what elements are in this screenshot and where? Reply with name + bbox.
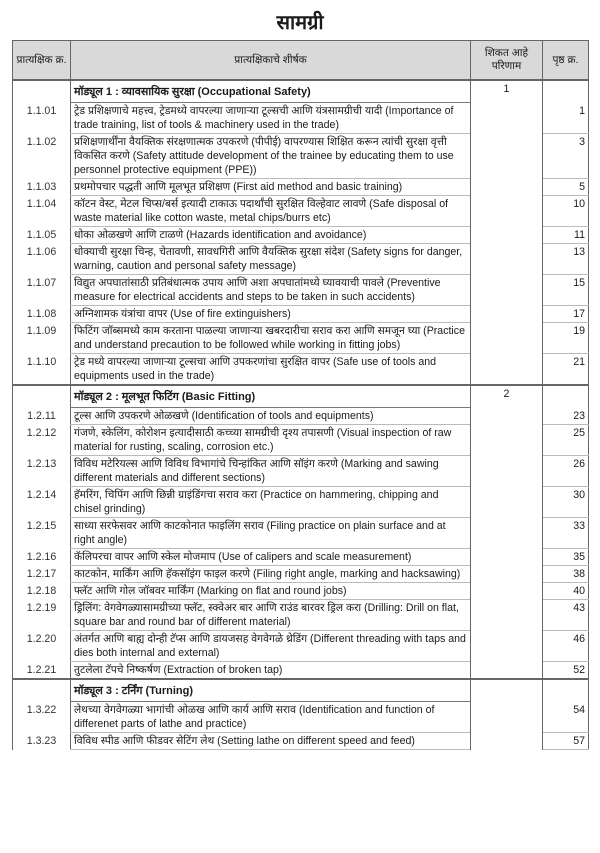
module-outcome: 1 (471, 80, 543, 385)
exercise-page: 23 (543, 408, 589, 425)
exercise-page: 1 (543, 103, 589, 134)
exercise-code: 1.1.04 (13, 196, 71, 227)
exercise-page: 11 (543, 227, 589, 244)
module-header-row (13, 80, 589, 103)
module-outcome: 2 (471, 385, 543, 679)
exercise-title: फिटिंग जॉब्समध्ये काम करताना पाळल्या जाणाऱ्या खबरदारीचा सराव करा आणि समजून घ्या (Practice and understand precaution to be followed while working in fitting jobs) (71, 323, 471, 354)
module-code-cell (13, 679, 71, 702)
exercise-title: अंतर्गत आणि बाह्य दोन्ही टॅप्स आणि डायजसह वेगवेगळे थ्रेडिंग (Different threading with taps and dies both internal and external) (71, 631, 471, 662)
exercise-title: ट्रेड प्रशिक्षणाचे महत्त्व, ट्रेडमध्ये वापरल्या जाणाऱ्या टूल्सची आणि यंत्रसामग्रीची यादी (Importance of trade training, list of tools & machinery used in the trade) (71, 103, 471, 134)
header-code: प्रात्यक्षिक क्र. (13, 41, 71, 81)
exercise-title: साध्या सरफेसवर आणि काटकोनात फाइलिंग सराव (Filing practice on plain surface and at right angle) (71, 518, 471, 549)
exercise-page: 13 (543, 244, 589, 275)
exercise-page: 35 (543, 549, 589, 566)
exercise-title: अग्निशामक यंत्रांचा वापर (Use of fire extinguishers) (71, 306, 471, 323)
module-outcome (471, 679, 543, 750)
module-code-cell (13, 385, 71, 408)
exercise-code: 1.2.20 (13, 631, 71, 662)
exercise-code: 1.1.07 (13, 275, 71, 306)
exercise-code: 1.2.13 (13, 456, 71, 487)
exercise-title: गंजणे, स्केलिंग, कोरोशन इत्यादीसाठी कच्च्या सामग्रीची दृश्य तपासणी (Visual inspection of raw material for rusting, scaling, corrosion etc.) (71, 425, 471, 456)
exercise-page: 3 (543, 134, 589, 179)
exercise-code: 1.3.22 (13, 702, 71, 733)
exercise-title: प्रशिक्षणार्थींना वैयक्तिक संरक्षणात्मक उपकरणे (पीपीई) वापरण्यास शिक्षित करून त्यांची सुरक्षा वृत्ती विकसित करणे (Safety attitude development of the trainee by educating them to use personnel protective equipment (PPE)) (71, 134, 471, 179)
exercise-code: 1.1.03 (13, 179, 71, 196)
exercise-title: लेथच्या वेगवेगळ्या भागांची ओळख आणि कार्य आणि सराव (Identification and function of differenet parts of lathe and practice) (71, 702, 471, 733)
module-header-row (13, 385, 589, 408)
exercise-code: 1.2.17 (13, 566, 71, 583)
exercise-title: धोका ओळखणे आणि टाळणे (Hazards identification and avoidance) (71, 227, 471, 244)
header-title: प्रात्यक्षिकाचे शीर्षक (71, 41, 471, 81)
exercise-code: 1.3.23 (13, 733, 71, 750)
contents-body (13, 80, 589, 750)
exercise-title: टूल्स आणि उपकरणे ओळखणे (Identification of tools and equipments) (71, 408, 471, 425)
exercise-page: 40 (543, 583, 589, 600)
exercise-page: 15 (543, 275, 589, 306)
exercise-title: विद्युत अपघातांसाठी प्रतिबंधात्मक उपाय आणि अशा अपघातांमध्ये घ्यावयाची पावले (Preventive measure for electrical accidents and steps to be taken in such accidents) (71, 275, 471, 306)
exercise-page: 5 (543, 179, 589, 196)
exercise-code: 1.1.10 (13, 354, 71, 386)
exercise-code: 1.1.06 (13, 244, 71, 275)
contents-table (12, 40, 589, 750)
module-page-cell (543, 385, 589, 408)
exercise-page: 52 (543, 662, 589, 680)
exercise-title: प्रथमोपचार पद्धती आणि मूलभूत प्रशिक्षण (First aid method and basic training) (71, 179, 471, 196)
module-title: मॉड्यूल 3 : टर्निंग (Turning) (71, 679, 471, 702)
exercise-page: 46 (543, 631, 589, 662)
exercise-page: 43 (543, 600, 589, 631)
exercise-page: 30 (543, 487, 589, 518)
exercise-code: 1.2.11 (13, 408, 71, 425)
exercise-title: ट्रेड मध्ये वापरल्या जाणाऱ्या टूल्सचा आणि उपकरणांचा सुरक्षित वापर (Safe use of tools and equipments used in the trade) (71, 354, 471, 386)
module-code-cell (13, 80, 71, 103)
exercise-title: विविध मटेरियल्स आणि विविध विभागांचे चिन्हांकित आणि सॉइंग करणे (Marking and sawing different materials and different sections) (71, 456, 471, 487)
module-title: मॉड्यूल 1 : व्यावसायिक सुरक्षा (Occupational Safety) (71, 80, 471, 103)
exercise-code: 1.2.19 (13, 600, 71, 631)
exercise-code: 1.1.09 (13, 323, 71, 354)
exercise-title: कॅलिपरचा वापर आणि स्केल मोजमाप (Use of calipers and scale measurement) (71, 549, 471, 566)
exercise-page: 17 (543, 306, 589, 323)
exercise-code: 1.2.14 (13, 487, 71, 518)
module-title: मॉड्यूल 2 : मूलभूत फिटिंग (Basic Fitting) (71, 385, 471, 408)
exercise-title: काटकोन, मार्किंग आणि हॅकसॉइंग फाइल करणे (Filing right angle, marking and hacksawing) (71, 566, 471, 583)
exercise-page: 57 (543, 733, 589, 750)
exercise-page: 19 (543, 323, 589, 354)
exercise-code: 1.2.12 (13, 425, 71, 456)
exercise-title: तुटलेला टॅपचे निष्कर्षण (Extraction of broken tap) (71, 662, 471, 680)
exercise-page: 21 (543, 354, 589, 386)
exercise-page: 38 (543, 566, 589, 583)
exercise-title: ड्रिलिंग: वेगवेगळ्यासामग्रीच्या फ्लॅट, स्क्वेअर बार आणि राउंड बारवर ड्रिल करा (Drilling: Drill on flat, square bar and round bar of different material) (71, 600, 471, 631)
exercise-page: 26 (543, 456, 589, 487)
exercise-page: 54 (543, 702, 589, 733)
exercise-title: धोक्याची सुरक्षा चिन्ह, चेतावणी, सावधगिरी आणि वैयक्तिक सुरक्षा संदेश (Safety signs for danger, warning, caution and personal safety message) (71, 244, 471, 275)
header-outcome: शिकत आहे परिणाम (471, 41, 543, 81)
exercise-code: 1.1.02 (13, 134, 71, 179)
table-header-row (13, 41, 589, 81)
exercise-title: विविध स्पीड आणि फीडवर सेटिंग लेथ (Setting lathe on different speed and feed) (71, 733, 471, 750)
exercise-code: 1.2.15 (13, 518, 71, 549)
module-header-row (13, 679, 589, 702)
exercise-code: 1.1.08 (13, 306, 71, 323)
header-page: पृष्ठ क्र. (543, 41, 589, 81)
page-title: सामग्री (276, 10, 324, 34)
exercise-code: 1.1.01 (13, 103, 71, 134)
exercise-code: 1.1.05 (13, 227, 71, 244)
exercise-page: 10 (543, 196, 589, 227)
exercise-page: 25 (543, 425, 589, 456)
module-page-cell (543, 679, 589, 702)
exercise-code: 1.2.16 (13, 549, 71, 566)
exercise-title: फ्लॅट आणि गोल जॉबवर मार्किंग (Marking on flat and round jobs) (71, 583, 471, 600)
exercise-code: 1.2.21 (13, 662, 71, 680)
exercise-title: हॅमरिंग, चिपिंग आणि छिन्नी ग्राइंडिंगचा सराव करा (Practice on hammering, chipping and chisel grinding) (71, 487, 471, 518)
exercise-code: 1.2.18 (13, 583, 71, 600)
exercise-title: कॉटन वेस्ट, मेटल चिप्स/बर्स इत्यादी टाकाऊ पदार्थांची सुरक्षित विल्हेवाट लावणे (Safe disposal of waste material like cotton waste, metal chips/burrs etc) (71, 196, 471, 227)
exercise-page: 33 (543, 518, 589, 549)
module-page-cell (543, 80, 589, 103)
